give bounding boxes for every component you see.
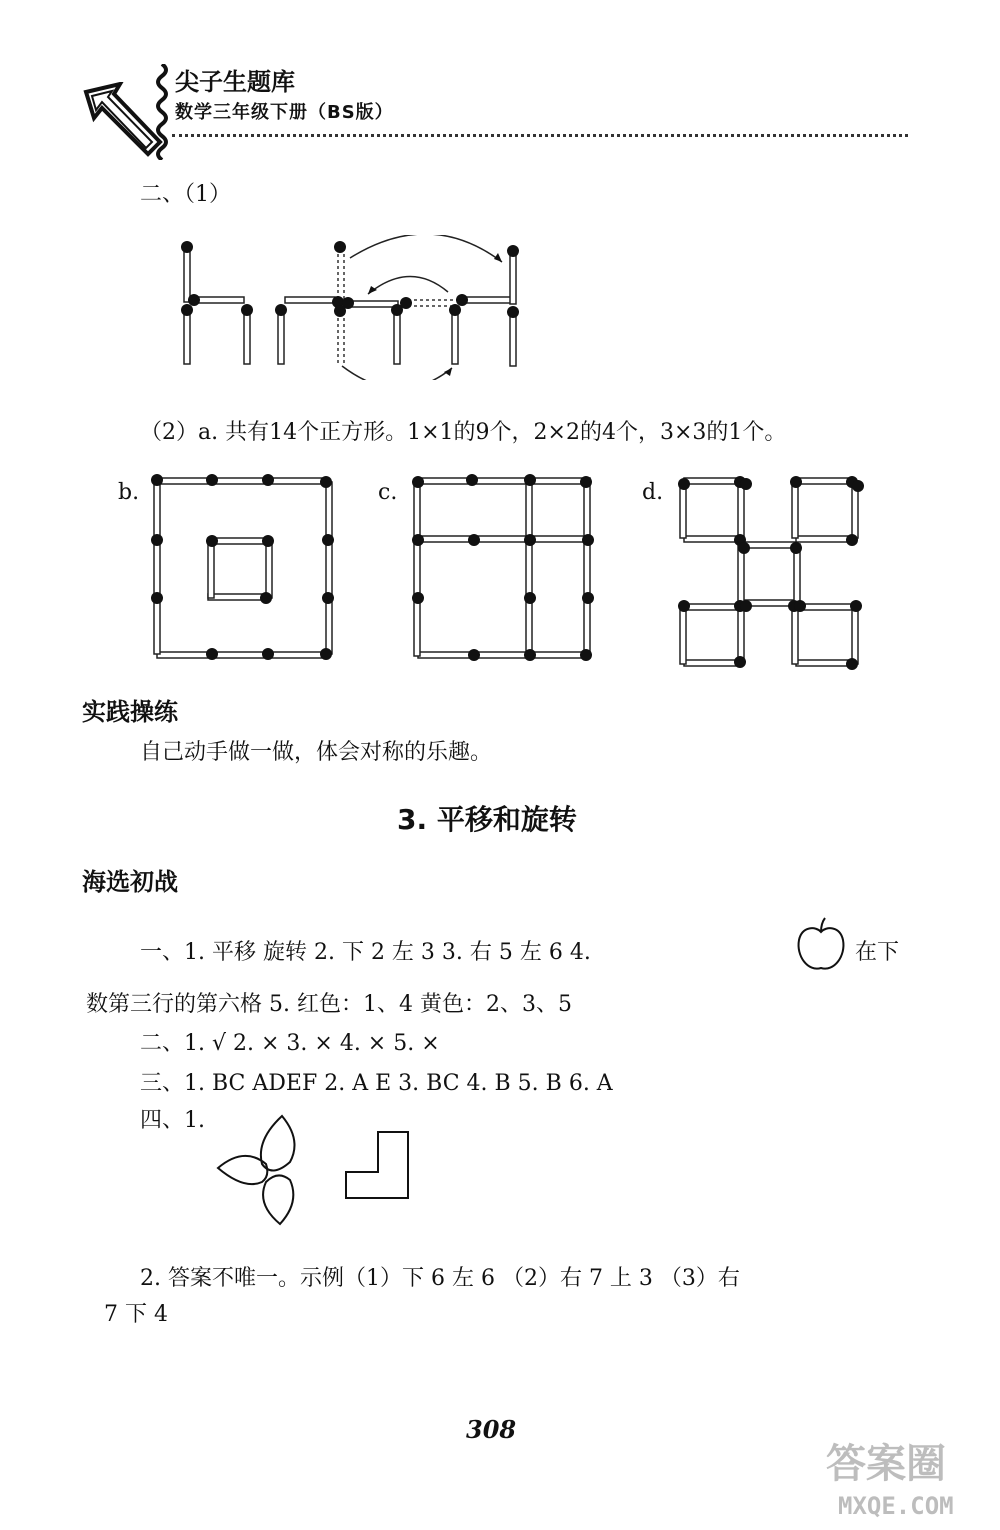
header-wavy-divider	[152, 64, 172, 160]
watermark-line-1: 答案圈	[826, 1441, 946, 1487]
watermark-logo	[816, 1441, 976, 1524]
figure-d-label: d.	[642, 480, 664, 505]
matchstick-figure-c	[408, 472, 598, 667]
answer-line-6: 2. 答案不唯一。示例（1）下 6 左 6 （2）右 7 上 3 （3）右	[140, 1266, 740, 1291]
part2-label-1: 二、（1）	[140, 182, 231, 207]
answer-line-1a: 一、1. 平移 旋转 2. 下 2 左 3 3. 右 5 左 6 4.	[140, 940, 591, 965]
answer-line-7: 7 下 4	[104, 1302, 168, 1327]
rotated-leaf-shape	[214, 1112, 298, 1230]
section-heading: 海选初战	[82, 868, 178, 896]
header-title: 尖子生题库	[175, 68, 295, 96]
apple-icon	[794, 916, 848, 976]
chapter-title: 3. 平移和旋转	[397, 803, 577, 836]
answer-line-2: 数第三行的第六格 5. 红色：1、4 黄色：2、3、5	[86, 992, 572, 1017]
part2-line-2a: （2）a. 共有14个正方形。1×1的9个，2×2的4个，3×3的1个。	[140, 420, 787, 445]
practice-text: 自己动手做一做，体会对称的乐趣。	[140, 740, 493, 765]
answer-line-4: 三、1. BC ADEF 2. A E 3. BC 4. B 5. B 6. A	[140, 1071, 613, 1096]
header-dotted-rule	[172, 134, 908, 137]
page-number: 308	[466, 1415, 517, 1444]
matchstick-figure-b	[148, 472, 338, 662]
practice-heading: 实践操练	[82, 698, 178, 726]
matchstick-figure-d	[672, 472, 872, 672]
matchstick-figure-1	[175, 235, 535, 380]
figure-c-label: c.	[378, 480, 398, 505]
watermark-line-2: MXQE.COM	[838, 1492, 954, 1520]
answer-line-5: 四、1.	[140, 1108, 205, 1133]
answer-line-1b: 在下	[855, 940, 900, 965]
l-shape	[340, 1128, 412, 1202]
figure-b-label: b.	[118, 480, 140, 505]
answer-line-3: 二、1. √ 2. × 3. × 4. × 5. ×	[140, 1031, 440, 1056]
header-subtitle: 数学三年级下册（BS版）	[175, 102, 394, 123]
